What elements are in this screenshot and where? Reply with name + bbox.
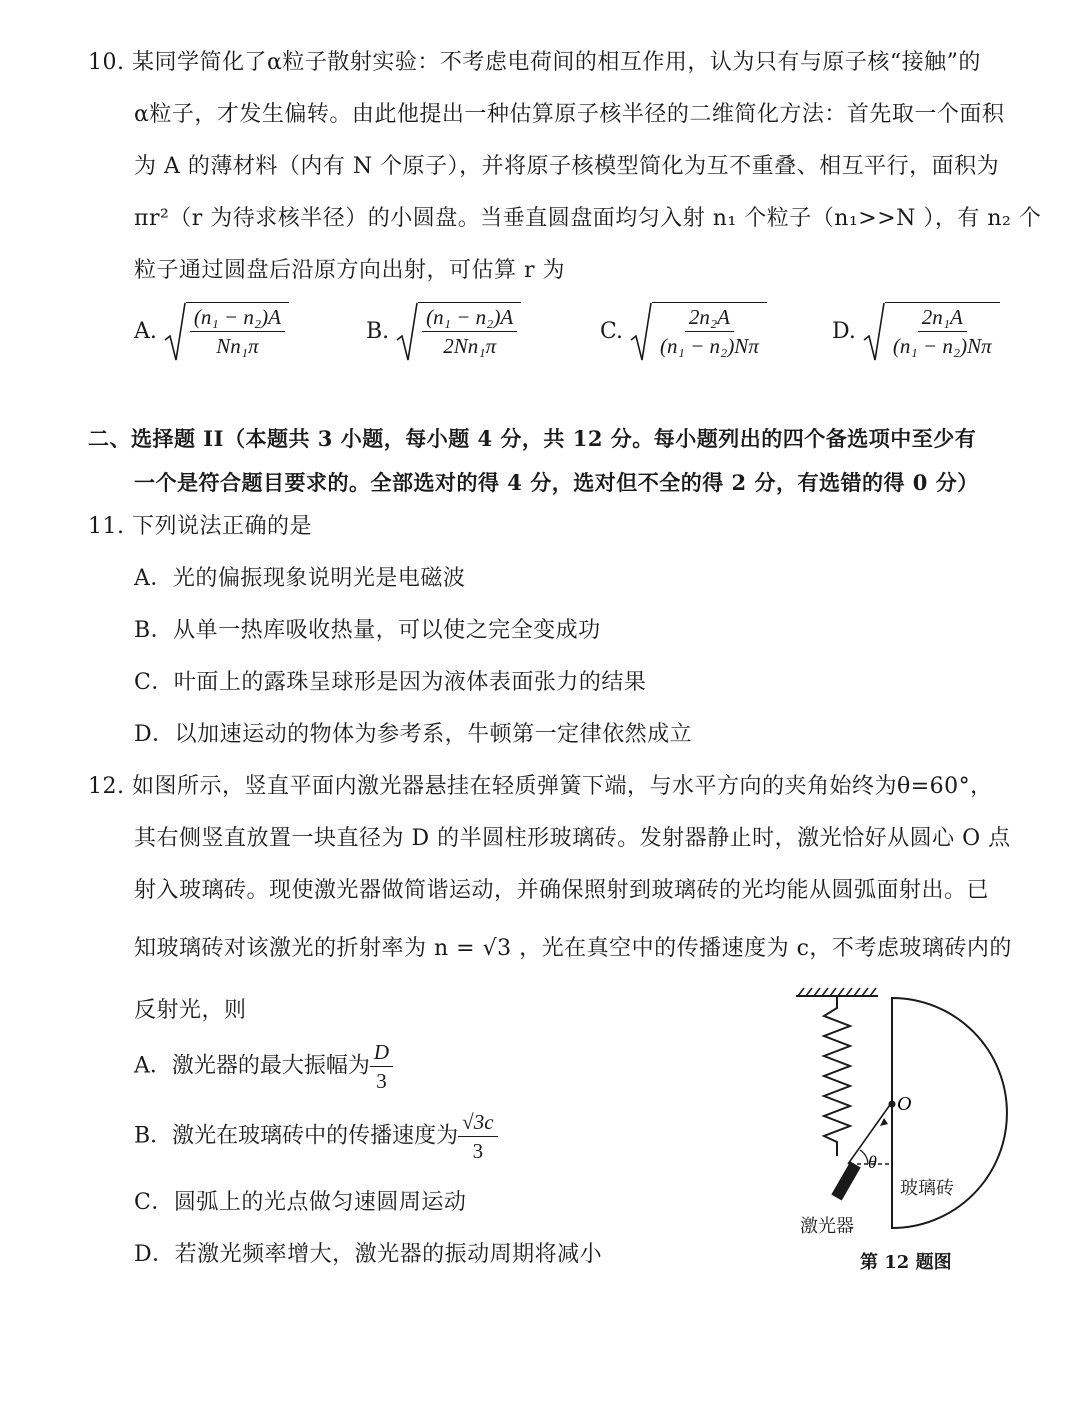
option-text: A．激光器的最大振幅为 (134, 1053, 370, 1079)
q10-option-c[interactable] (600, 302, 767, 362)
q12-line-3: 射入玻璃砖。现使激光器做简谐运动，并确保照射到玻璃砖的光均能从圆弧面射出。已 (134, 878, 990, 903)
fraction (370, 1040, 393, 1093)
angle-arc-icon (860, 1150, 868, 1164)
q10-line-5: 粒子通过圆盘后沿原方向出射，可估算 r 为 (134, 258, 566, 283)
fraction-numerator: 2n₂A (685, 305, 734, 332)
section2-header-line-2: 一个是符合题目要求的。全部选对的得 4 分，选对但不全的得 2 分，有选错的得 0 分） (134, 470, 979, 495)
q11-option-c[interactable]: C．叶面上的露珠呈球形是因为液体表面张力的结果 (134, 670, 647, 695)
point-o-label: O (897, 1093, 912, 1115)
q10-option-d[interactable] (832, 302, 1000, 362)
q10-option-a[interactable] (134, 302, 289, 362)
q11-number: 11. (88, 514, 125, 539)
q10-option-b[interactable] (366, 302, 521, 362)
fraction-numerator: √3c (458, 1110, 497, 1137)
option-label: A. (134, 319, 157, 344)
fraction-denominator: 3 (472, 1139, 484, 1163)
fraction-denominator: (n₁ − n₂)Nπ (660, 334, 759, 358)
sqrt-expression (396, 302, 521, 362)
radical-sign-icon (396, 302, 418, 362)
q11-option-d[interactable]: D．以加速运动的物体为参考系，牛顿第一定律依然成立 (134, 722, 693, 747)
fraction-numerator: (n₁ − n₂)A (190, 305, 285, 332)
sqrt-expression (164, 302, 289, 362)
q12-line-4: 知玻璃砖对该激光的折射率为 n = √3 ，光在真空中的传播速度为 c，不考虑玻璃砖内的 (134, 936, 1012, 961)
laser-icon (831, 1162, 860, 1201)
laser-label: 激光器 (800, 1216, 854, 1237)
spring-icon (824, 996, 850, 1156)
radical-sign-icon (164, 302, 186, 362)
glass-label: 玻璃砖 (900, 1178, 954, 1199)
fraction-denominator: Nn₁π (216, 334, 259, 358)
q12-number: 12. (88, 774, 125, 799)
fraction (458, 1110, 497, 1163)
sqrt-expression (630, 302, 767, 362)
q11-stem (88, 512, 312, 542)
option-label: D. (832, 319, 856, 344)
theta-label: θ (868, 1152, 877, 1172)
radical-sign-icon (630, 302, 652, 362)
option-label: C. (600, 319, 624, 344)
q12-line-5: 反射光，则 (134, 998, 247, 1023)
q12-text-1: 如图所示，竖直平面内激光器悬挂在轻质弹簧下端，与水平方向的夹角始终为θ=60°， (132, 774, 993, 799)
fraction-denominator: 2Nn₁π (443, 334, 497, 358)
radical-sign-icon (863, 302, 885, 362)
fraction-denominator: 3 (376, 1069, 387, 1093)
q10-line-3: 为 A 的薄材料（内有 N 个原子），并将原子核模型简化为互不重叠、相互平行，面积为 (134, 154, 1000, 179)
q12-option-c[interactable]: C．圆弧上的光点做匀速圆周运动 (134, 1190, 467, 1215)
center-point-icon (889, 1101, 896, 1108)
fraction-numerator: D (370, 1040, 393, 1067)
q10-line-2: α粒子，才发生偏转。由此他提出一种估算原子核半径的二维简化方法：首先取一个面积 (134, 102, 1005, 127)
q10-text-1: 某同学简化了α粒子散射实验：不考虑电荷间的相互作用，认为只有与原子核“接触”的 (132, 50, 981, 75)
q12-figure (780, 980, 1040, 1240)
q12-line-2: 其右侧竖直放置一块直径为 D 的半圆柱形玻璃砖。发射器静止时，激光恰好从圆心 O 点 (134, 826, 1011, 851)
q12-option-a[interactable] (134, 1040, 393, 1093)
q12-option-b[interactable] (134, 1110, 498, 1163)
sqrt-expression (863, 302, 1000, 362)
q10-number: 10. (88, 50, 125, 75)
q11-stem-text: 下列说法正确的是 (132, 514, 313, 539)
q11-option-b[interactable]: B．从单一热库吸收热量，可以使之完全变成功 (134, 618, 601, 643)
fraction-numerator: (n₁ − n₂)A (422, 305, 517, 332)
q10-line-1 (88, 48, 981, 78)
ceiling-icon (796, 988, 878, 996)
q10-line-4: πr²（r 为待求核半径）的小圆盘。当垂直圆盘面均匀入射 n₁ 个粒子（n₁>>N ），有 n₂ 个 (134, 206, 1042, 231)
section2-header-line-1: 二、选择题 II（本题共 3 小题，每小题 4 分，共 12 分。每小题列出的四个备选项中至少有 (88, 426, 977, 451)
option-text: B．激光在玻璃砖中的传播速度为 (134, 1123, 459, 1149)
q12-option-d[interactable]: D．若激光频率增大，激光器的振动周期将减小 (134, 1242, 603, 1267)
fraction-numerator: 2n₁A (918, 305, 967, 332)
figure-caption: 第 12 题图 (860, 1252, 952, 1273)
arrow-icon (880, 1118, 888, 1126)
q11-option-a[interactable]: A．光的偏振现象说明光是电磁波 (134, 566, 466, 591)
option-label: B. (366, 319, 390, 344)
fraction-denominator: (n₁ − n₂)Nπ (892, 334, 992, 358)
q12-line-1 (88, 772, 993, 802)
